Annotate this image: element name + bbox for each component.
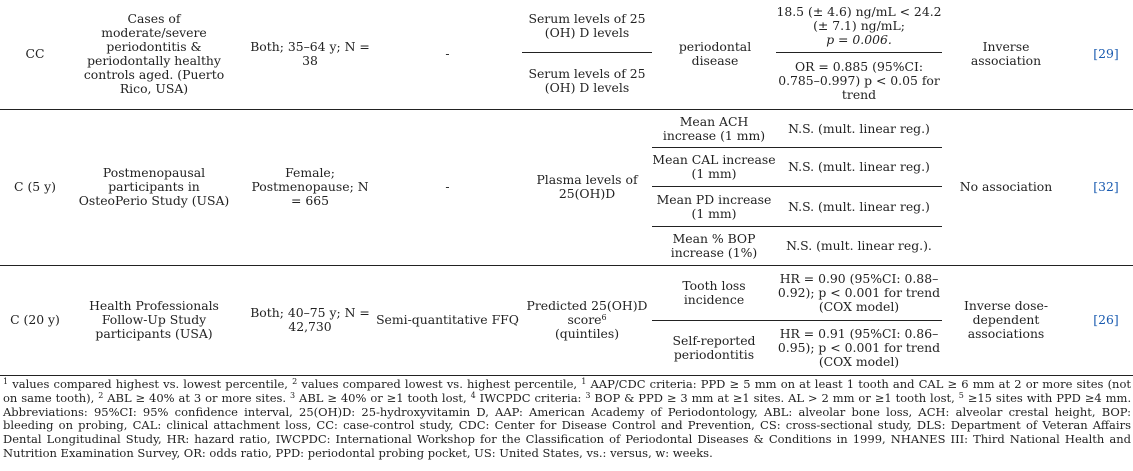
row2-result-cal: N.S. (mult. linear reg.): [788, 159, 930, 174]
row3-exposure-label: Predicted 25(OH)D score$^6$: [526, 298, 648, 327]
row3-sex-age-n: Both; 40–75 y; N = 42,730: [250, 305, 370, 334]
row2-result-pd: N.S. (mult. linear reg.): [788, 198, 930, 214]
row1-exposure-a: Serum levels of 25 (OH) D levels: [528, 11, 646, 40]
row3-outcome-periodontitis: Self-reported periodontitis: [672, 332, 756, 362]
row2-design: C (5 y): [14, 179, 56, 194]
table-footnotes: $^1$ values compared highest vs. lowest percentile, $^2$ values compared lowest vs. highest percentile, $^1$ AAP/CDC criteria: PPD ≥ 5 mm on at least 1 tooth and CAL ≥ 6 mm at 2 or more sites (not on same tooth), $^2$ ABL ≥ 40% at 3 or more sites. $^3$ ABL ≥ 40% or ≥1 tooth lost, $^4$ IWCPDC criteria: $^3$ BOP & PPD ≥ 3 mm at ≥1 sites. AL > 2 mm or ≥1 tooth lost, $^5$ ≥15 sites with PPD ≥4 mm. Abbreviations: 95%CI: 95% confidence interval, 25(OH)D: 25-hydroxyvitamin D, AAP: American Academy of Periodontology, ABL: alveolar bone loss, ACH: alveolar crestal height, BOP: bleeding on probing, CAL: clinical attachment loss, CC: case-control study, CDC: Center for Disease Control and Prevention, CS: cross-sectional study, DLS: Department of Veteran Affairs Dental Longitudinal Study, HR: hazard ratio, IWCPDC: International Workshop for the Classification of Periodontal Diseases & Conditions in 1999, NHANES III: Third National Health and Nutrition Examination Survey, OR: odds ratio, PPD: periodontal probing pocket, US: United States, vs.: versus, w: weeks.: [3, 377, 1132, 460]
row1-participants: Cases of moderate/severe periodontitis & periodontally healthy controls aged. (Puerto Rico, USA): [83, 11, 225, 96]
row2-result-bop: N.S. (mult. linear reg.).: [786, 238, 932, 253]
row3-outcome-tooth-loss: Tooth loss incidence: [682, 277, 746, 307]
row2-result-ach: N.S. (mult. linear reg.): [788, 120, 930, 136]
row2-outcome-cal: Mean CAL increase (1 mm): [652, 152, 776, 181]
row1-result-a: [776, 0, 942, 52]
row2-dietary: -: [445, 179, 450, 194]
row2-participants: Postmenopausal participants in OsteoPerio Study (USA): [78, 165, 230, 208]
row1-result-p: p = 0.006.: [826, 32, 892, 47]
row3-design: C (20 y): [10, 312, 60, 327]
row1-result-values: 18.5 (± 4.6) ng/mL < 24.2 (± 7.1) ng/mL;: [776, 4, 942, 33]
row1-result-b: OR = 0.885 (95%CI: 0.785–0.997) p < 0.05 for trend: [778, 58, 940, 102]
row3-exposure: [522, 266, 652, 374]
row3-dietary: Semi-quantitative FFQ: [376, 312, 519, 327]
row1-association: Inverse association: [970, 39, 1042, 68]
row2-sex-age-n: Female; Postmenopause; N = 665: [251, 165, 369, 208]
row1-exposure-b: Serum levels of 25 (OH) D levels: [528, 65, 646, 95]
row3-participants: Health Professionals Follow-Up Study participants (USA): [89, 298, 219, 341]
row2-exposure: Plasma levels of 25(OH)D: [536, 172, 638, 201]
row3-reference[interactable]: [26]: [1093, 312, 1119, 327]
row1-design: CC: [25, 46, 45, 61]
row2-reference[interactable]: [32]: [1093, 179, 1119, 194]
row3-association: Inverse dose-dependent associations: [963, 298, 1049, 341]
row3-result-tooth-loss: HR = 0.90 (95%CI: 0.88–0.92); p < 0.001 for trend (COX model): [777, 270, 941, 314]
row1-outcome: periodontal disease: [678, 39, 752, 68]
row1-reference[interactable]: [29]: [1093, 46, 1119, 61]
row2-outcome-pd: Mean PD increase (1 mm): [656, 191, 772, 221]
row1-dietary: -: [445, 46, 450, 61]
row1-sex-age-n: Both; 35–64 y; N = 38: [250, 39, 370, 68]
row3-result-periodontitis: HR = 0.91 (95%CI: 0.86–0.95); p < 0.001 for trend (COX model): [777, 325, 941, 369]
row2-association: No association: [959, 179, 1053, 194]
row2-outcome-bop: Mean % BOP increase (1%): [670, 231, 758, 260]
row3-exposure-tail: (quintiles): [554, 326, 620, 341]
row2-outcome-ach: Mean ACH increase (1 mm): [662, 113, 766, 143]
footnote-marker: 6: [601, 313, 607, 322]
